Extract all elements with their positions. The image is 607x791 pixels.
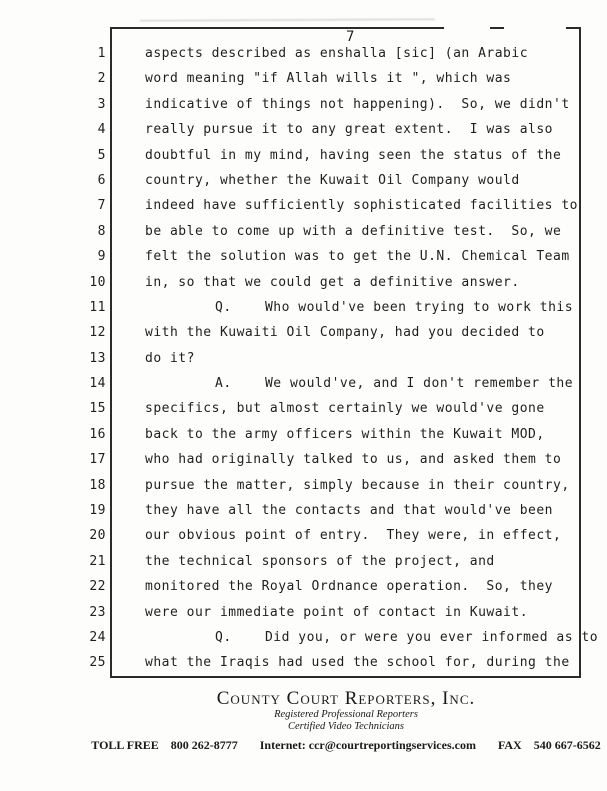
transcript-line — [0, 447, 607, 472]
transcript-line — [0, 92, 607, 117]
transcript-line — [0, 650, 607, 675]
line-number: 14 — [89, 376, 106, 392]
transcript-line — [0, 193, 607, 218]
line-text: Q. Who would've been trying to work this — [215, 299, 574, 315]
line-number: 24 — [89, 629, 106, 645]
transcript-line — [0, 625, 607, 650]
line-text: who had originally talked to us, and asked them to — [145, 452, 562, 468]
line-text: they have all the contacts and that would've been — [145, 503, 554, 519]
line-number: 15 — [89, 401, 106, 417]
transcript-line — [0, 574, 607, 599]
line-number: 9 — [97, 249, 106, 265]
page-number: 7 — [346, 29, 356, 45]
company-name: County Court Reporters, Inc. — [216, 688, 476, 709]
transcript-line — [0, 320, 607, 345]
transcript-line — [0, 41, 607, 66]
line-text: doubtful in my mind, having seen the status of the — [145, 147, 562, 163]
transcript-line — [0, 143, 607, 168]
line-text: really pursue it to any great extent. I was also — [145, 122, 554, 138]
line-text: the technical sponsors of the project, and — [145, 553, 495, 569]
transcript-line — [0, 219, 607, 244]
line-text: A. We would've, and I don't remember the — [215, 376, 574, 392]
transcript-line — [0, 498, 607, 523]
transcript-line — [0, 371, 607, 396]
line-number: 11 — [89, 299, 106, 315]
transcript-line — [0, 244, 607, 269]
line-text: with the Kuwaiti Oil Company, had you decided to — [145, 325, 545, 341]
line-number: 12 — [89, 325, 106, 341]
transcript-line — [0, 295, 607, 320]
line-number: 1 — [97, 46, 106, 61]
line-number: 13 — [89, 350, 106, 366]
line-text: word meaning "if Allah wills it ", which was — [145, 71, 512, 87]
transcript-line — [0, 473, 607, 498]
line-number: 7 — [97, 198, 106, 214]
line-text: country, whether the Kuwait Oil Company would — [145, 172, 520, 188]
scan-smudge-artifact — [140, 18, 435, 22]
fax-number: 540 667-6562 — [533, 738, 601, 752]
line-number: 23 — [89, 604, 106, 620]
transcript-body — [0, 41, 607, 676]
footer-subtitle-registered: Registered Professional Reporters — [274, 709, 418, 720]
reporter-footer — [91, 688, 601, 753]
transcript-line — [0, 117, 607, 142]
line-text: indeed have sufficiently sophisticated facilities to — [145, 198, 578, 214]
line-text: be able to come up with a definitive test. So, we — [145, 223, 562, 239]
line-text: back to the army officers within the Kuwait MOD, — [145, 426, 545, 442]
transcript-line — [0, 66, 607, 91]
transcript-line — [0, 600, 607, 625]
transcript-line — [0, 270, 607, 295]
line-number: 19 — [89, 503, 106, 519]
border-scan-gap — [504, 27, 566, 29]
line-text: aspects described as enshalla [sic] (an Arabic — [145, 46, 529, 61]
fax-label: FAX — [497, 738, 522, 752]
transcript-line — [0, 346, 607, 371]
transcript-line — [0, 422, 607, 447]
transcript-line — [0, 523, 607, 548]
line-text: felt the solution was to get the U.N. Chemical Team — [145, 249, 570, 265]
internet-email: Internet: ccr@courtreportingservices.com — [259, 738, 476, 752]
transcript-line — [0, 396, 607, 421]
line-text: Q. Did you, or were you ever informed as to — [215, 629, 599, 645]
line-number: 18 — [89, 477, 106, 493]
line-number: 22 — [89, 579, 106, 595]
transcript-line — [0, 549, 607, 574]
line-number: 3 — [97, 96, 106, 112]
line-number: 17 — [89, 452, 106, 468]
line-number: 8 — [97, 223, 106, 239]
line-text: do it? — [145, 350, 195, 366]
line-text: in, so that we could get a definitive answer. — [145, 274, 520, 290]
line-text: indicative of things not happening). So, we didn't — [145, 96, 570, 112]
footer-subtitle-certified: Certified Video Technicians — [287, 720, 405, 732]
line-text: specifics, but almost certainly we would've gone — [145, 401, 545, 417]
line-text: monitored the Royal Ordnance operation. So, they — [145, 579, 554, 595]
line-number: 25 — [89, 655, 106, 671]
transcript-line — [0, 168, 607, 193]
line-number: 21 — [89, 553, 106, 569]
toll-free-label: TOLL FREE — [91, 738, 159, 752]
line-number: 6 — [97, 172, 106, 188]
toll-free-number: 800 262-8777 — [170, 738, 238, 752]
line-number: 10 — [89, 274, 106, 290]
line-number: 4 — [97, 122, 106, 138]
line-text: what the Iraqis had used the school for, during the — [145, 655, 570, 671]
line-number: 16 — [89, 426, 106, 442]
line-number: 20 — [89, 528, 106, 544]
border-scan-gap — [444, 27, 490, 29]
line-text: pursue the matter, simply because in their country, — [145, 477, 570, 493]
line-number: 5 — [97, 147, 106, 163]
line-text: were our immediate point of contact in Kuwait. — [145, 604, 529, 620]
line-text: our obvious point of entry. They were, in effect, — [145, 528, 562, 544]
line-number: 2 — [97, 71, 106, 87]
footer-contact-line — [91, 738, 601, 753]
